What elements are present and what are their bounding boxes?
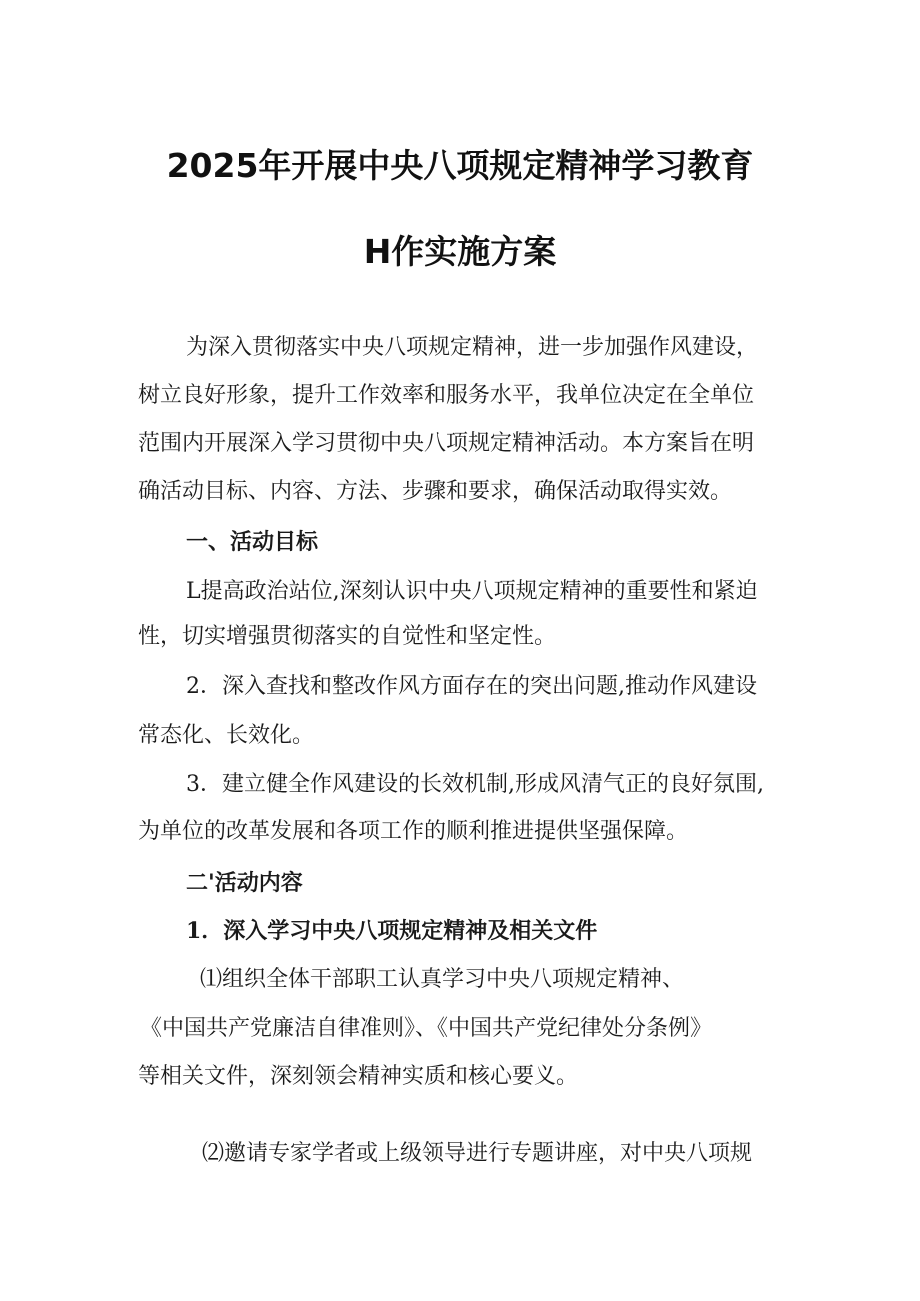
content-1-item-2-line-1: ⑵邀请专家学者或上级领导进行专题讲座，对中央八项规	[202, 1141, 753, 1166]
goal-1-line-1: L提高政治站位,深刻认识中央八项规定精神的重要性和紧迫	[186, 579, 758, 604]
content-1-item-1-line-3: 等相关文件，深刻领会精神实质和核心要义。	[138, 1064, 579, 1089]
intro-line-2: 树立良好形象，提升工作效率和服务水平，我单位决定在全单位	[138, 383, 755, 408]
content-1-item-1-line-2: 《中国共产党廉洁自律准则》、《中国共产党纪律处分条例》	[140, 1016, 713, 1041]
goal-2-line-2: 常态化、长效化。	[138, 723, 315, 748]
goal-1-line-2: 性，切实增强贯彻落实的自觉性和坚定性。	[138, 624, 557, 649]
goal-3-line-2: 为单位的改革发展和各项工作的顺利推进提供坚强保障。	[138, 819, 689, 844]
section-heading-content: 二'活动内容	[186, 871, 303, 896]
document-title-line2: H作实施方案	[363, 232, 557, 271]
intro-line-4: 确活动目标、内容、方法、步骤和要求，确保活动取得实效。	[138, 479, 733, 504]
intro-line-3: 范围内开展深入学习贯彻中央八项规定精神活动。本方案旨在明	[138, 431, 755, 456]
intro-line-1: 为深入贯彻落实中央八项规定精神，进一步加强作风建设，	[186, 335, 759, 360]
content-1-heading: 1．深入学习中央八项规定精神及相关文件	[186, 918, 598, 944]
document-title-line1: 2025年开展中央八项规定精神学习教育	[166, 146, 754, 185]
content-1-item-1-line-1: ⑴组织全体干部职工认真学习中央八项规定精神、	[200, 967, 685, 992]
section-heading-goals: 一、活动目标	[186, 530, 319, 555]
goal-3-line-1: 3．建立健全作风建设的长效机制,形成风清气正的良好氛围,	[186, 772, 764, 797]
goal-2-line-1: 2．深入查找和整改作风方面存在的突出问题,推动作风建设	[186, 674, 757, 699]
